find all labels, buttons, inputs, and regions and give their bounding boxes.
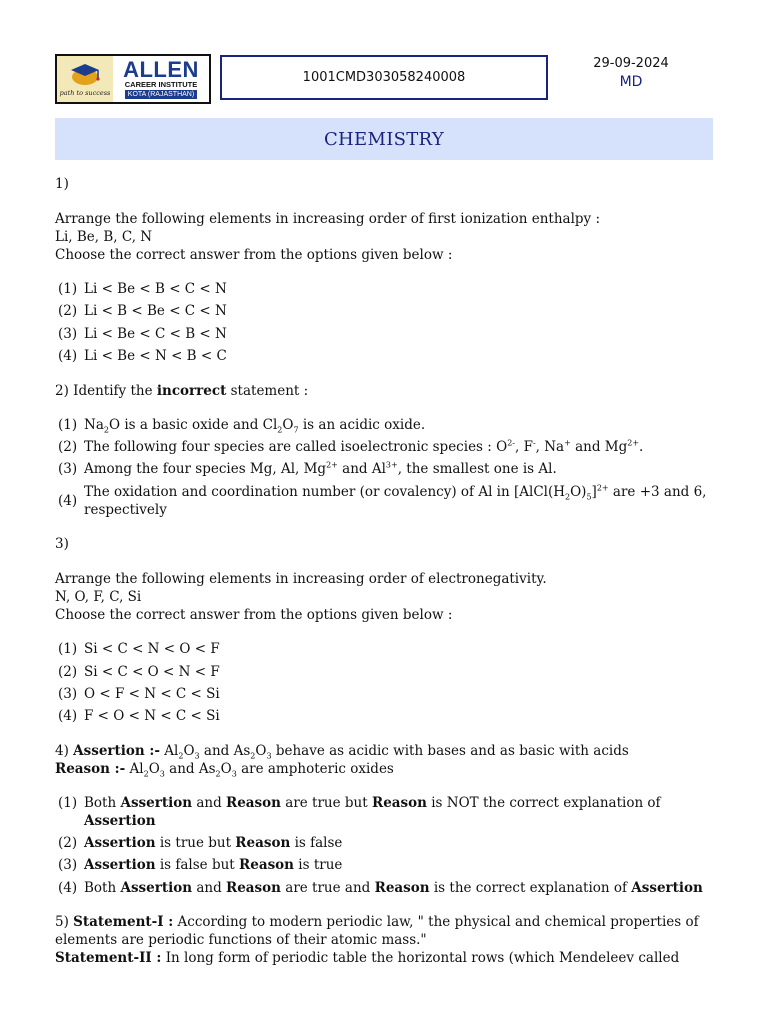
logo-text-panel — [113, 56, 209, 102]
graduation-cap-icon — [65, 60, 105, 88]
q4-assertion: 4) Assertion :- $Al_2O_3$ and $As_2O_3$ behave as acidic with bases and as basic with acids — [55, 742, 629, 761]
q1-option[interactable]: (4) Li < Be < N < B < C — [58, 348, 227, 365]
q2-option[interactable]: (4) The oxidation and coordination number (or covalency) of Al in $[AlCl(H_2O)_5]^{2+}$ are +3 and 6, respectively — [58, 483, 707, 518]
logo-tagline: path to success — [59, 89, 111, 97]
q3-option[interactable]: (3) O < F < N < C < Si — [58, 685, 220, 702]
questions-area — [55, 175, 715, 967]
q3-line2: N, O, F, C, Si — [55, 589, 142, 606]
q3-option[interactable]: (2) Si < C < O < N < F — [58, 663, 220, 680]
allen-logo — [55, 54, 211, 104]
q3-number: 3) — [55, 536, 69, 553]
q2-stem: 2) Identify the incorrect statement : — [55, 382, 309, 399]
q1-option[interactable]: (3) Li < Be < C < B < N — [58, 325, 227, 342]
q3-option[interactable]: (4) F < O < N < C < Si — [58, 708, 220, 725]
q1-number: 1) — [55, 176, 69, 192]
logo-emblem-panel — [57, 56, 113, 102]
paper-code: 1001CMD303058240008 — [302, 70, 466, 85]
paper-code-box — [220, 55, 548, 100]
q1-line3: Choose the correct answer from the options given below : — [55, 247, 453, 263]
q1-line2: Li, Be, B, C, N — [55, 229, 153, 245]
q4-option[interactable]: (3) Assertion is false but Reason is true — [58, 857, 343, 874]
q3-option[interactable]: (1) Si < C < N < O < F — [58, 641, 220, 658]
q1-option[interactable]: (1) Li < Be < B < C < N — [58, 281, 227, 297]
logo-institute: CAREER INSTITUTE — [124, 79, 198, 89]
subject-title: CHEMISTRY — [323, 128, 445, 150]
q4-option[interactable]: (2) Assertion is true but Reason is false — [58, 835, 343, 852]
logo-brand: ALLEN — [123, 56, 199, 82]
q5-statement-1: 5) Statement-I : According to modern periodic law, " the physical and chemical properties of — [55, 914, 699, 931]
exam-date: 29-09-2024 — [593, 56, 669, 71]
q5-statement-2: Statement-II : In long form of periodic table the horizontal rows (which Mendeleev called — [55, 950, 680, 967]
q4-option[interactable]: (4) Both Assertion and Reason are true and Reason is the correct explanation of Assertion — [58, 879, 703, 896]
subject-header — [55, 118, 713, 160]
q3-line3: Choose the correct answer from the options given below : — [55, 607, 453, 624]
logo-location: KOTA (RAJASTHAN) — [125, 90, 197, 99]
q2-option[interactable]: (1) $Na_2O$ is a basic oxide and $Cl_2O_7$ is an acidic oxide. — [58, 416, 426, 435]
q3-line1: Arrange the following elements in increasing order of electronegativity. — [55, 571, 547, 588]
q4-option[interactable]: (1) Both Assertion and Reason are true but Reason is NOT the correct explanation of Assertion — [58, 794, 661, 829]
q1-line1: Arrange the following elements in increasing order of first ionization enthalpy : — [55, 211, 601, 227]
q2-option[interactable]: (2) The following four species are called isoelectronic species : $O^{2-}$, F-, Na+ and $Mg^{2+}$. — [58, 438, 644, 455]
q5-statement-1-cont: elements are periodic functions of their atomic mass." — [55, 932, 427, 949]
q4-reason: Reason :- $Al_2O_3$ and $As_2O_3$ are amphoteric oxides — [55, 760, 394, 779]
q2-option[interactable]: (3) Among the four species Mg, Al, $Mg^{2+}$ and $Al^{3+}$, the smallest one is Al. — [58, 460, 557, 478]
stream-label: MD — [619, 74, 643, 90]
q1-option[interactable]: (2) Li < B < Be < C < N — [58, 303, 227, 320]
